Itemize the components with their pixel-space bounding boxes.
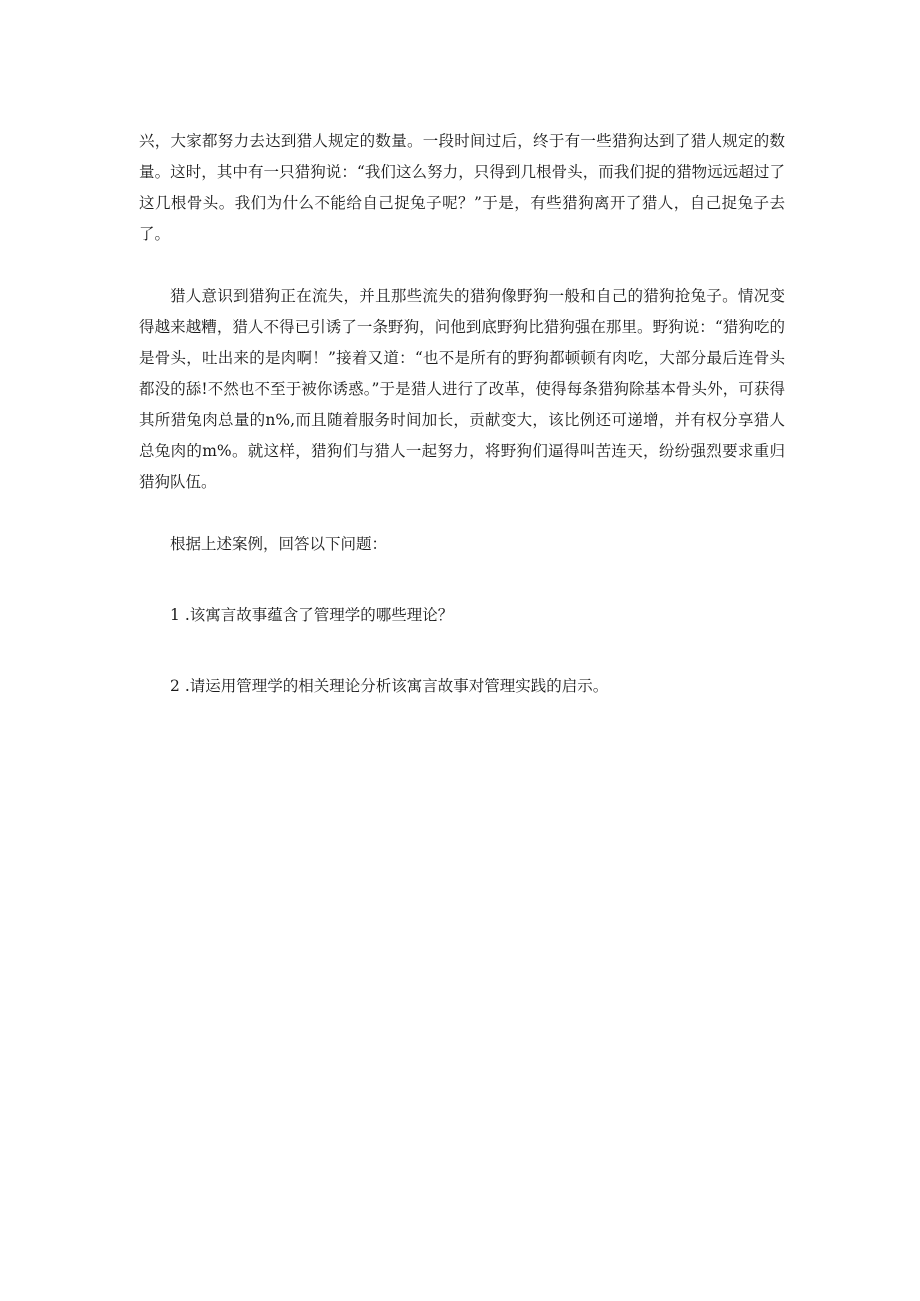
question-2-number: 2: [170, 677, 180, 695]
document-body: [139, 126, 785, 702]
question-1-text: .该寓言故事蕴含了管理学的哪些理论？: [184, 606, 454, 624]
paragraph-continuation: 兴，大家都努力去达到猎人规定的数量。一段时间过后，终于有一些猎狗达到了猎人规定的数量。这时，其中有一只猎狗说：“我们这么努力，只得到几根骨头，而我们捉的猎物远远超过了这几根骨头。我们为什么不能给自己捉兔子呢？”于是，有些猎狗离开了猎人，自己捉兔子去了。: [139, 132, 785, 243]
question-2-text: .请运用管理学的相关理论分析该寓言故事对管理实践的启示。: [184, 677, 609, 695]
question-1-number: 1: [170, 606, 180, 624]
paragraph-hunter-reform: 猎人意识到猎狗正在流失，并且那些流失的猎狗像野狗一般和自己的猎狗抢兔子。情况变得越来越糟，猎人不得已引诱了一条野狗，问他到底野狗比猎狗强在那里。野狗说：“猎狗吃的是骨头，吐出来的是肉啊！”接着又道：“也不是所有的野狗都顿顿有肉吃，大部分最后连骨头都没的舔!不然也不至于被你诱惑。”于是猎人进行了改革，使得每条猎狗除基本骨头外，可获得其所猎兔肉总量的n%,而且随着服务时间加长，贡献变大，该比例还可递增，并有权分享猎人总兔肉的m%。就这样，猎狗们与猎人一起努力，将野狗们逼得叫苦连天，纷纷强烈要求重归猎狗队伍。: [139, 287, 785, 491]
paragraph-instruction: 根据上述案例，回答以下问题：: [170, 535, 388, 553]
question-1: [139, 600, 785, 631]
question-2: [139, 671, 785, 702]
